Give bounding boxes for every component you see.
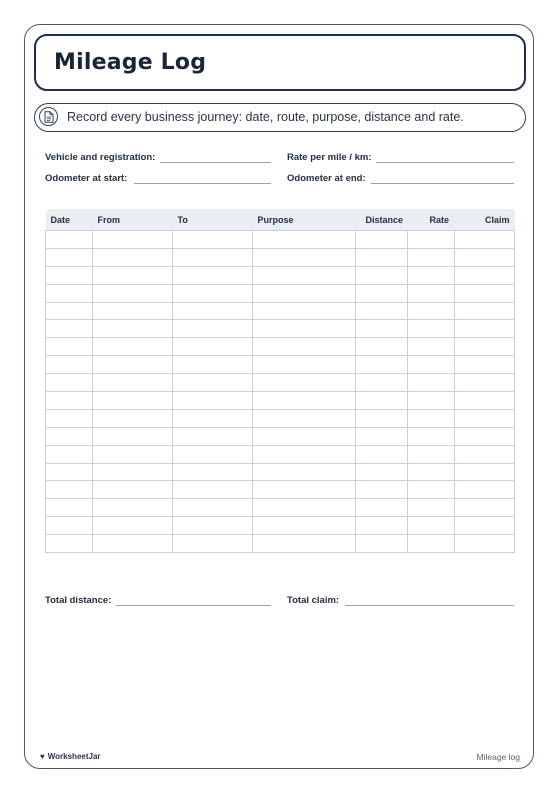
table-cell-date[interactable] [46, 481, 93, 499]
column-header-claim: Claim [455, 209, 515, 231]
table-cell-purpose[interactable] [253, 356, 356, 374]
total-claim-label: Total claim: [287, 595, 340, 606]
table-cell-to[interactable] [173, 302, 253, 320]
table-cell-from[interactable] [93, 248, 173, 266]
table-cell-date[interactable] [46, 356, 93, 374]
instruction-text: Record every business journey: date, route, purpose, distance and rate. [67, 110, 464, 124]
table-cell-rate[interactable] [408, 284, 455, 302]
table-cell-date[interactable] [46, 427, 93, 445]
table-row [46, 409, 515, 427]
table-cell-date[interactable] [46, 392, 93, 410]
column-header-purpose: Purpose [253, 209, 356, 231]
table-cell-distance[interactable] [356, 481, 408, 499]
table-cell-purpose[interactable] [253, 517, 356, 535]
table-cell-claim[interactable] [455, 427, 515, 445]
table-cell-rate[interactable] [408, 266, 455, 284]
table-row [46, 535, 515, 553]
table-cell-claim[interactable] [455, 392, 515, 410]
table-cell-purpose[interactable] [253, 463, 356, 481]
table-cell-distance[interactable] [356, 320, 408, 338]
table-cell-claim[interactable] [455, 356, 515, 374]
table-cell-to[interactable] [173, 338, 253, 356]
table-cell-distance[interactable] [356, 302, 408, 320]
table-cell-from[interactable] [93, 284, 173, 302]
odometer-start-label: Odometer at start: [45, 173, 128, 184]
table-cell-to[interactable] [173, 320, 253, 338]
rate-field[interactable] [376, 162, 514, 163]
table-cell-claim[interactable] [455, 535, 515, 553]
table-cell-from[interactable] [93, 302, 173, 320]
table-cell-from[interactable] [93, 445, 173, 463]
table-cell-to[interactable] [173, 284, 253, 302]
table-cell-from[interactable] [93, 374, 173, 392]
table-cell-from[interactable] [93, 356, 173, 374]
heart-icon: ♥ [40, 752, 45, 761]
column-header-date: Date [46, 209, 93, 231]
table-cell-date[interactable] [46, 463, 93, 481]
rate-label: Rate per mile / km: [287, 152, 372, 163]
table-cell-claim[interactable] [455, 302, 515, 320]
table-cell-distance[interactable] [356, 427, 408, 445]
table-cell-distance[interactable] [356, 356, 408, 374]
title-banner [34, 34, 526, 91]
table-cell-rate[interactable] [408, 409, 455, 427]
table-cell-date[interactable] [46, 535, 93, 553]
table-cell-purpose[interactable] [253, 266, 356, 284]
column-header-rate: Rate [408, 209, 455, 231]
table-cell-to[interactable] [173, 427, 253, 445]
table-cell-from[interactable] [93, 266, 173, 284]
table-cell-distance[interactable] [356, 374, 408, 392]
total-distance-label: Total distance: [45, 595, 112, 606]
table-cell-to[interactable] [173, 374, 253, 392]
vehicle-label: Vehicle and registration: [45, 152, 156, 163]
table-cell-date[interactable] [46, 499, 93, 517]
table-cell-purpose[interactable] [253, 481, 356, 499]
table-row [46, 481, 515, 499]
table-cell-date[interactable] [46, 284, 93, 302]
table-cell-from[interactable] [93, 517, 173, 535]
table-cell-date[interactable] [46, 409, 93, 427]
table-header-row [46, 209, 515, 231]
table-cell-purpose[interactable] [253, 392, 356, 410]
table-cell-distance[interactable] [356, 231, 408, 249]
instruction-banner [34, 103, 526, 132]
table-cell-to[interactable] [173, 481, 253, 499]
table-cell-to[interactable] [173, 445, 253, 463]
column-header-from: From [93, 209, 173, 231]
table-cell-purpose[interactable] [253, 231, 356, 249]
table-cell-rate[interactable] [408, 356, 455, 374]
table-cell-date[interactable] [46, 445, 93, 463]
table-cell-distance[interactable] [356, 266, 408, 284]
table-cell-purpose[interactable] [253, 248, 356, 266]
vehicle-field[interactable] [160, 162, 271, 163]
table-row [46, 231, 515, 249]
table-cell-to[interactable] [173, 231, 253, 249]
table-cell-from[interactable] [93, 535, 173, 553]
odometer-end-field[interactable] [371, 183, 514, 184]
table-cell-to[interactable] [173, 409, 253, 427]
table-cell-from[interactable] [93, 231, 173, 249]
table-cell-rate[interactable] [408, 338, 455, 356]
table-cell-distance[interactable] [356, 445, 408, 463]
table-cell-rate[interactable] [408, 481, 455, 499]
table-cell-claim[interactable] [455, 445, 515, 463]
table-cell-rate[interactable] [408, 517, 455, 535]
table-row [46, 445, 515, 463]
table-cell-claim[interactable] [455, 481, 515, 499]
table-cell-purpose[interactable] [253, 284, 356, 302]
table-row [46, 374, 515, 392]
page-title: Mileage Log [54, 50, 207, 75]
table-cell-distance[interactable] [356, 392, 408, 410]
footer-page-label: Mileage log [476, 752, 520, 762]
table-cell-from[interactable] [93, 499, 173, 517]
table-cell-rate[interactable] [408, 374, 455, 392]
table-cell-from[interactable] [93, 392, 173, 410]
table-cell-distance[interactable] [356, 535, 408, 553]
table-cell-date[interactable] [46, 517, 93, 535]
table-cell-distance[interactable] [356, 248, 408, 266]
table-cell-rate[interactable] [408, 320, 455, 338]
table-row [46, 356, 515, 374]
table-cell-claim[interactable] [455, 338, 515, 356]
table-cell-rate[interactable] [408, 427, 455, 445]
column-header-distance: Distance [356, 209, 408, 231]
table-cell-purpose[interactable] [253, 320, 356, 338]
table-cell-claim[interactable] [455, 248, 515, 266]
table-cell-purpose[interactable] [253, 302, 356, 320]
table-cell-purpose[interactable] [253, 338, 356, 356]
table-cell-to[interactable] [173, 248, 253, 266]
total-claim-field[interactable] [345, 605, 514, 606]
table-cell-distance[interactable] [356, 409, 408, 427]
table-cell-from[interactable] [93, 338, 173, 356]
table-row [46, 284, 515, 302]
table-cell-to[interactable] [173, 266, 253, 284]
table-cell-from[interactable] [93, 463, 173, 481]
table-cell-to[interactable] [173, 517, 253, 535]
table-cell-claim[interactable] [455, 463, 515, 481]
table-cell-rate[interactable] [408, 392, 455, 410]
table-cell-date[interactable] [46, 231, 93, 249]
table-cell-date[interactable] [46, 374, 93, 392]
table-cell-purpose[interactable] [253, 445, 356, 463]
table-cell-purpose[interactable] [253, 374, 356, 392]
table-row [46, 320, 515, 338]
table-cell-purpose[interactable] [253, 427, 356, 445]
table-cell-claim[interactable] [455, 499, 515, 517]
table-cell-from[interactable] [93, 409, 173, 427]
table-cell-distance[interactable] [356, 499, 408, 517]
table-cell-purpose[interactable] [253, 535, 356, 553]
table-cell-to[interactable] [173, 463, 253, 481]
odometer-end-label: Odometer at end: [287, 173, 366, 184]
table-cell-to[interactable] [173, 392, 253, 410]
table-row [46, 302, 515, 320]
table-cell-rate[interactable] [408, 445, 455, 463]
table-cell-from[interactable] [93, 481, 173, 499]
table-cell-date[interactable] [46, 302, 93, 320]
table-cell-claim[interactable] [455, 374, 515, 392]
table-cell-from[interactable] [93, 320, 173, 338]
table-cell-claim[interactable] [455, 409, 515, 427]
table-cell-to[interactable] [173, 535, 253, 553]
table-cell-claim[interactable] [455, 266, 515, 284]
table-cell-rate[interactable] [408, 463, 455, 481]
table-row [46, 517, 515, 535]
brand-name: WorksheetJar [47, 752, 101, 761]
table-cell-purpose[interactable] [253, 409, 356, 427]
table-cell-rate[interactable] [408, 231, 455, 249]
footer-brand [40, 752, 101, 761]
column-header-to: To [173, 209, 253, 231]
table-row [46, 248, 515, 266]
table-row [46, 499, 515, 517]
table-cell-date[interactable] [46, 338, 93, 356]
table-cell-from[interactable] [93, 427, 173, 445]
table-row [46, 427, 515, 445]
table-cell-distance[interactable] [356, 338, 408, 356]
table-cell-rate[interactable] [408, 248, 455, 266]
table-row [46, 266, 515, 284]
table-row [46, 338, 515, 356]
table-cell-date[interactable] [46, 248, 93, 266]
document-icon [39, 107, 58, 126]
table-cell-purpose[interactable] [253, 499, 356, 517]
table-cell-rate[interactable] [408, 535, 455, 553]
table-cell-claim[interactable] [455, 517, 515, 535]
table-cell-claim[interactable] [455, 231, 515, 249]
table-cell-rate[interactable] [408, 302, 455, 320]
table-cell-claim[interactable] [455, 284, 515, 302]
table-cell-date[interactable] [46, 266, 93, 284]
table-row [46, 392, 515, 410]
total-distance-field[interactable] [116, 605, 271, 606]
table-cell-distance[interactable] [356, 284, 408, 302]
table-cell-distance[interactable] [356, 517, 408, 535]
mileage-table [45, 209, 514, 569]
table-cell-to[interactable] [173, 499, 253, 517]
table-cell-rate[interactable] [408, 499, 455, 517]
table-cell-date[interactable] [46, 320, 93, 338]
table-cell-claim[interactable] [455, 320, 515, 338]
table-row [46, 463, 515, 481]
odometer-start-field[interactable] [134, 183, 271, 184]
table-cell-distance[interactable] [356, 463, 408, 481]
table-cell-to[interactable] [173, 356, 253, 374]
